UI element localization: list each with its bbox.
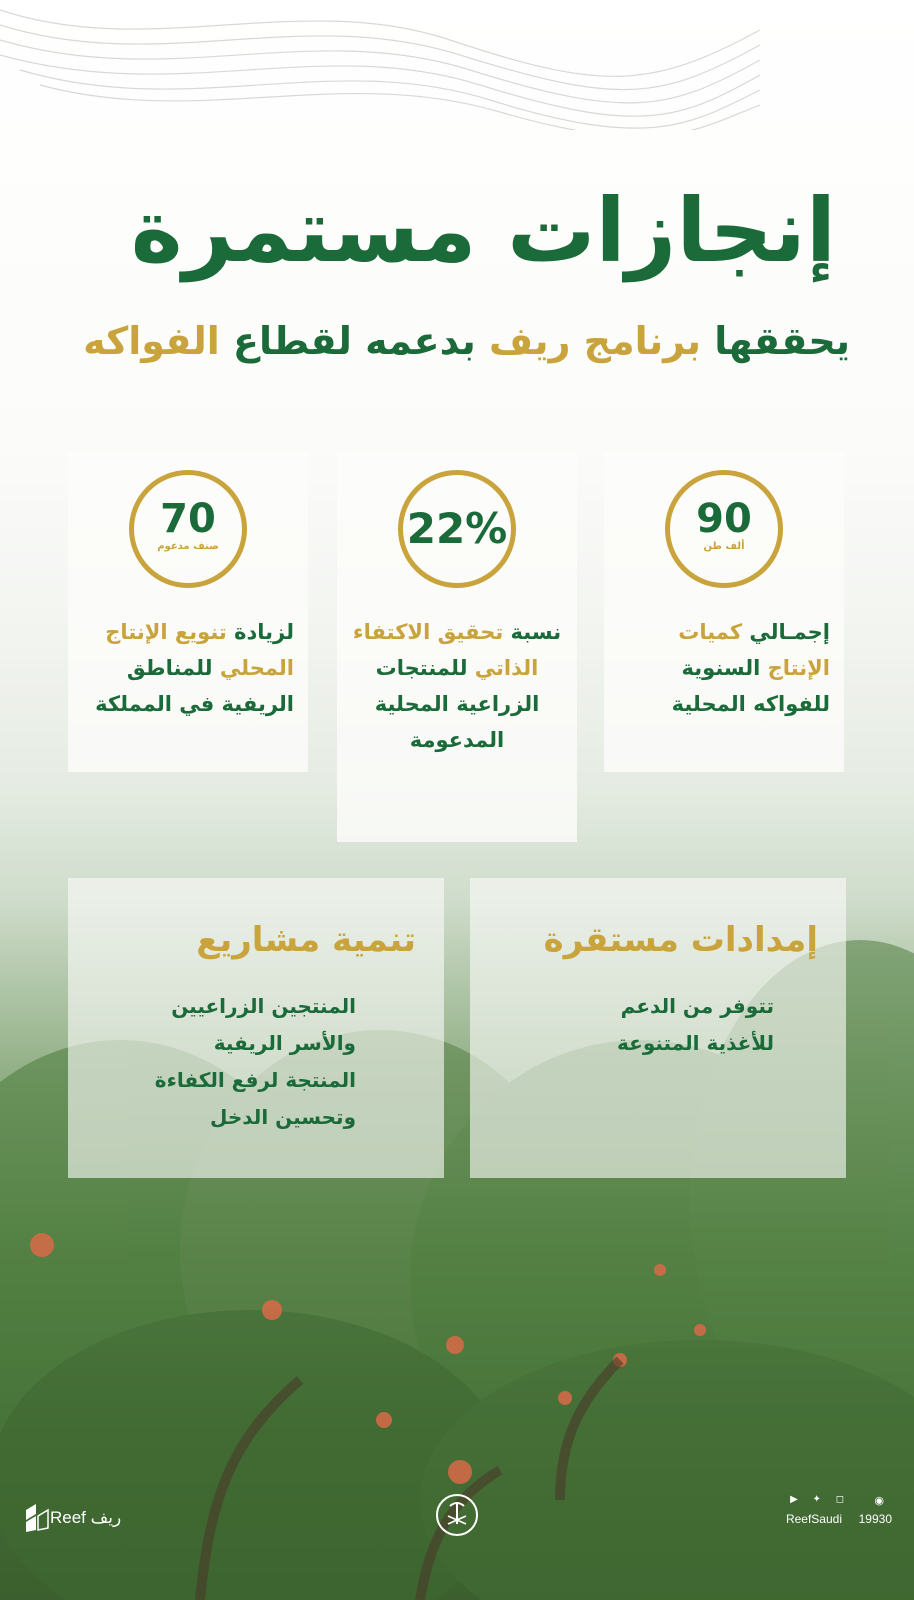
stat-ring	[398, 470, 516, 588]
stat-number: 90	[696, 496, 752, 542]
stat-text-part: لزيادة	[234, 620, 294, 644]
info-line: والأسر الريفية	[213, 1031, 356, 1055]
subtitle-part-1: يحققها	[714, 319, 850, 363]
reef-logo-icon	[24, 1502, 50, 1534]
stat-text-highlight: كميات	[678, 620, 743, 644]
info-card-title: تنمية مشاريع	[196, 920, 416, 960]
stat-text-part: السنوية للفواكه المحلية	[671, 656, 830, 716]
reef-logo	[24, 1502, 154, 1540]
stat-number: 22%	[406, 504, 508, 553]
stat-text-part: إجمـالي	[749, 620, 830, 644]
social-links	[742, 1494, 892, 1534]
stat-text-highlight: تحقيق الاكتفاء الذاتي	[352, 620, 539, 680]
stat-description	[351, 614, 563, 758]
stat-text-part: للمنتجات الزراعية المحلية المدعومة	[374, 656, 540, 752]
info-card-body	[96, 988, 356, 1136]
stat-text-highlight: الإنتاج	[767, 656, 830, 680]
page-title: إنجازات مستمرة	[130, 179, 836, 282]
social-icons[interactable]: ▶ ✦ ◻	[790, 1494, 850, 1505]
info-line: تتوفر من الدعم	[620, 994, 774, 1018]
subtitle-sector: الفواكه	[83, 319, 220, 363]
stat-ring	[129, 470, 247, 588]
info-card-title: إمدادات مستقرة	[543, 920, 818, 960]
stat-text-part: نسبة	[510, 620, 562, 644]
stat-card-production	[604, 452, 844, 772]
stat-card-varieties	[68, 452, 308, 772]
info-line: وتحسين الدخل	[209, 1105, 356, 1129]
phone-number[interactable]: 19930	[858, 1512, 892, 1526]
social-handle[interactable]: ReefSaudi	[785, 1512, 842, 1526]
subtitle-part-3: بدعمه لقطاع	[233, 319, 476, 363]
saudi-emblem-icon	[436, 1494, 478, 1536]
stat-text-part: للمناطق الريفية في المملكة	[95, 656, 294, 716]
info-line: للأغذية المتنوعة	[617, 1031, 774, 1055]
info-card-body	[514, 988, 774, 1062]
page-subtitle	[50, 316, 850, 366]
subtitle-program-name: برنامج ريف	[489, 319, 702, 363]
info-card-project-development	[68, 878, 444, 1178]
stat-number: 70	[160, 496, 216, 542]
info-card-stable-supply	[470, 878, 846, 1178]
info-line: المنتجة لرفع الكفاءة	[154, 1068, 356, 1092]
decorative-waves	[0, 0, 760, 130]
info-line: المنتجين الزراعيين	[171, 994, 356, 1018]
stat-unit: ألف طن	[703, 541, 745, 552]
stat-card-self-sufficiency	[337, 452, 577, 842]
snapchat-icon[interactable]: ◉	[874, 1495, 884, 1507]
reef-logo-text: Reef ريف	[50, 1508, 122, 1527]
stat-text-highlight: تنويع الإنتاج المحلي	[105, 620, 294, 680]
stat-description	[82, 614, 294, 722]
stat-description	[618, 614, 830, 722]
stat-unit: صنف مدعوم	[157, 541, 219, 552]
stat-ring	[665, 470, 783, 588]
